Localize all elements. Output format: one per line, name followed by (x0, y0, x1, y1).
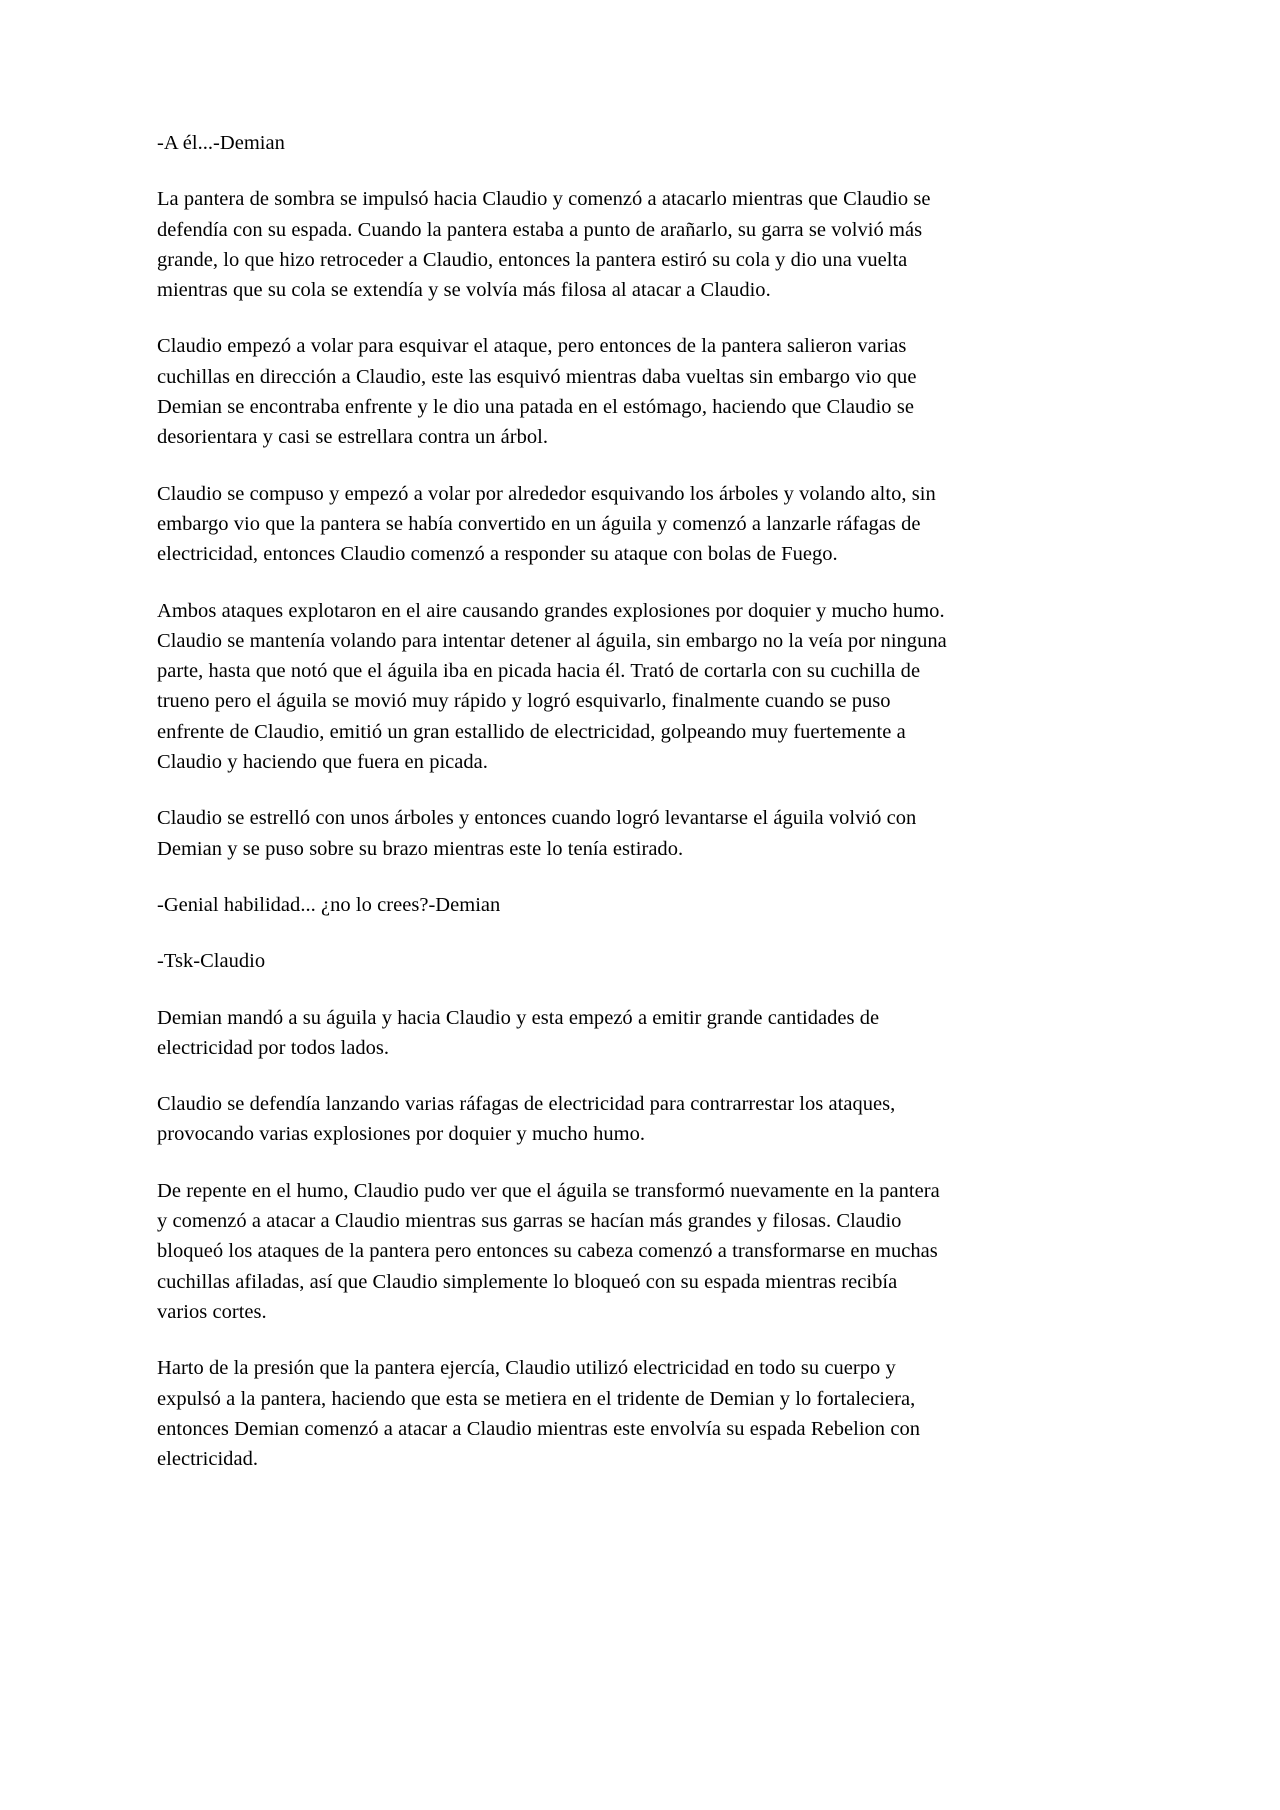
paragraph-claudio-se-estrello: Claudio se estrelló con unos árboles y entonces cuando logró levantarse el águila volvió con Demian y se puso sobre su brazo mientras este lo tenía estirado. (157, 807, 917, 860)
dialogue-line-genial-habilidad: -Genial habilidad... ¿no lo crees?-Demian (157, 893, 501, 916)
paragraph-claudio-se-compuso: Claudio se compuso y empezó a volar por alrededor esquivando los árboles y volando alto, sin embargo vio que la pantera se había convertido en un águila y comenzó a lanzarle ráfagas de electricidad, entonces Claudio comenzó a responder su ataque con bolas de Fuego. (157, 482, 936, 566)
paragraph-pantera-sombra: La pantera de sombra se impulsó hacia Claudio y comenzó a atacarlo mientras que Claudio se defendía con su espada. Cuando la pantera estaba a punto de arañarlo, su garra se volvió más grande, lo que hizo retroceder a Claudio, entonces la pantera estiró su cola y dio una vuelta mientras que su cola se extendía y se volvía más filosa al atacar a Claudio. (157, 188, 931, 302)
paragraph-demian-mando-aguila: Demian mandó a su águila y hacia Claudio y esta empezó a emitir grande cantidades de electricidad por todos lados. (157, 1006, 880, 1059)
paragraph-ambos-ataques: Ambos ataques explotaron en el aire causando grandes explosiones por doquier y mucho humo. Claudio se mantenía volando para intentar detener al águila, sin embargo no la veía por ninguna parte, hasta que notó que el águila iba en picada hacia él. Trató de cortarla con su cuchilla de trueno pero el águila se movió muy rápido y logró esquivarlo, finalmente cuando se puso enfrente de Claudio, emitió un gran estallido de electricidad, golpeando muy fuertemente a Claudio y haciendo que fuera en picada. (157, 599, 947, 774)
paragraph-de-repente-en-el-humo: De repente en el humo, Claudio pudo ver que el águila se transformó nuevamente en la pantera y comenzó a atacar a Claudio mientras sus garras se hacían más grandes y filosas. Claudio bloqueó los ataques de la pantera pero entonces su cabeza comenzó a transformarse en muchas cuchillas afiladas, así que Claudio simplemente lo bloqueó con su espada mientras recibía varios cortes. (157, 1179, 940, 1323)
document-text-body (157, 128, 952, 1474)
paragraph-claudio-empezo-volar: Claudio empezó a volar para esquivar el ataque, pero entonces de la pantera salieron varias cuchillas en dirección a Claudio, este las esquivó mientras daba vueltas sin embargo vio que Demian se encontraba enfrente y le dio una patada en el estómago, haciendo que Claudio se desorientara y casi se estrellara contra un árbol. (157, 335, 917, 449)
paragraph-harto-de-la-presion: Harto de la presión que la pantera ejercía, Claudio utilizó electricidad en todo su cuerpo y expulsó a la pantera, haciendo que esta se metiera en el tridente de Demian y lo fortaleciera, entonces Demian comenzó a atacar a Claudio mientras este envolvía su espada Rebelion con electricidad. (157, 1357, 920, 1471)
dialogue-line-a-el: -A él...-Demian (157, 132, 285, 154)
paragraph-claudio-se-defendia: Claudio se defendía lanzando varias ráfagas de electricidad para contrarrestar los ataques, provocando varias explosiones por doquier y mucho humo. (157, 1093, 896, 1146)
dialogue-line-tsk: -Tsk-Claudio (157, 950, 266, 973)
